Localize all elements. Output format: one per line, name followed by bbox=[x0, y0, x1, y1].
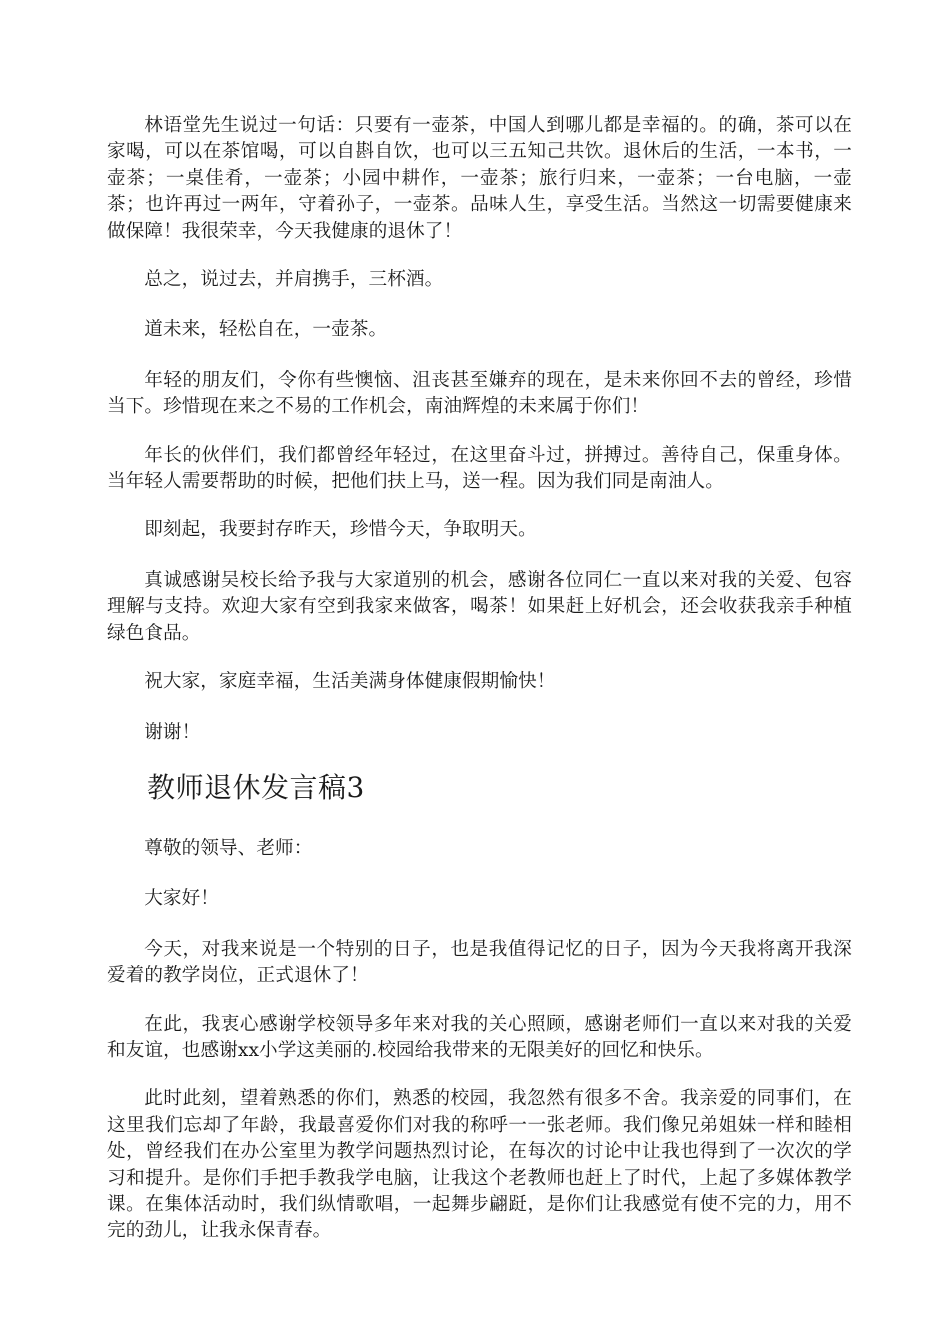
paragraph-special-day: 今天，对我来说是一个特别的日子，也是我值得记忆的日子，因为今天我将离开我深爱着的教学岗位，正式退休了！ bbox=[107, 938, 852, 987]
section-heading: 教师退休发言稿3 bbox=[147, 770, 365, 804]
paragraph-future: 道未来，轻松自在，一壶茶。 bbox=[144, 319, 388, 341]
paragraph-thank-you: 谢谢！ bbox=[144, 721, 201, 743]
document-page bbox=[107, 113, 852, 1267]
paragraph-elder-partners: 年长的伙伴们，我们都曾经年轻过，在这里奋斗过，拼搏过。善待自己，保重身体。当年轻人需要帮助的时候，把他们扶上马，送一程。因为我们同是南油人。 bbox=[107, 444, 852, 493]
paragraph-greeting: 大家好！ bbox=[144, 888, 219, 910]
paragraph-past: 总之，说过去，并肩携手，三杯酒。 bbox=[144, 269, 444, 291]
paragraph-gratitude: 在此，我衷心感谢学校领导多年来对我的关心照顾，感谢老师们一直以来对我的关爱和友谊，也感谢xx小学这美丽的.校园给我带来的无限美好的回忆和快乐。 bbox=[107, 1013, 852, 1061]
paragraph-tea-life: 林语堂先生说过一句话：只要有一壶茶，中国人到哪儿都是幸福的。的确，茶可以在家喝，可以在茶馆喝，可以自斟自饮，也可以三五知己共饮。退休后的生活，一本书，一壶茶；一桌佳肴，一壶茶；小园中耕作，一壶茶；旅行归来，一壶茶；一台电脑，一壶茶；也许再过一两年，守着孙子，一壶茶。品味人生，享受生活。当然这一切需要健康来做保障！我很荣幸，今天我健康的退休了！ bbox=[107, 115, 852, 242]
paragraph-from-now: 即刻起，我要封存昨天，珍惜今天，争取明天。 bbox=[144, 519, 537, 541]
paragraph-memories: 此时此刻，望着熟悉的你们，熟悉的校园，我忽然有很多不舍。我亲爱的同事们，在这里我们忘却了年龄，我最喜爱你们对我的称呼一一张老师。我们像兄弟姐妹一样和睦相处，曾经我们在办公室里为教学问题热烈讨论，在每次的讨论中让我也得到了一次次的学习和提升。是你们手把手教我学电脑，让我这个老教师也赶上了时代，上起了多媒体教学课。在集体活动时，我们纵情歌唱，一起舞步翩跹，是你们让我感觉有使不完的力，用不完的劲儿，让我永保青春。 bbox=[107, 1088, 852, 1242]
paragraph-wishes: 祝大家，家庭幸福，生活美满身体健康假期愉快！ bbox=[144, 671, 556, 693]
paragraph-thanks-principal: 真诚感谢吴校长给予我与大家道别的机会，感谢各位同仁一直以来对我的关爱、包容理解与支持。欢迎大家有空到我家来做客，喝茶！如果赶上好机会，还会收获我亲手种植绿色食品。 bbox=[107, 569, 852, 644]
paragraph-young-friends: 年轻的朋友们，令你有些懊恼、沮丧甚至嫌弃的现在，是未来你回不去的曾经，珍惜当下。珍惜现在来之不易的工作机会，南油辉煌的未来属于你们！ bbox=[107, 369, 852, 418]
paragraph-salutation: 尊敬的领导、老师： bbox=[144, 837, 313, 859]
